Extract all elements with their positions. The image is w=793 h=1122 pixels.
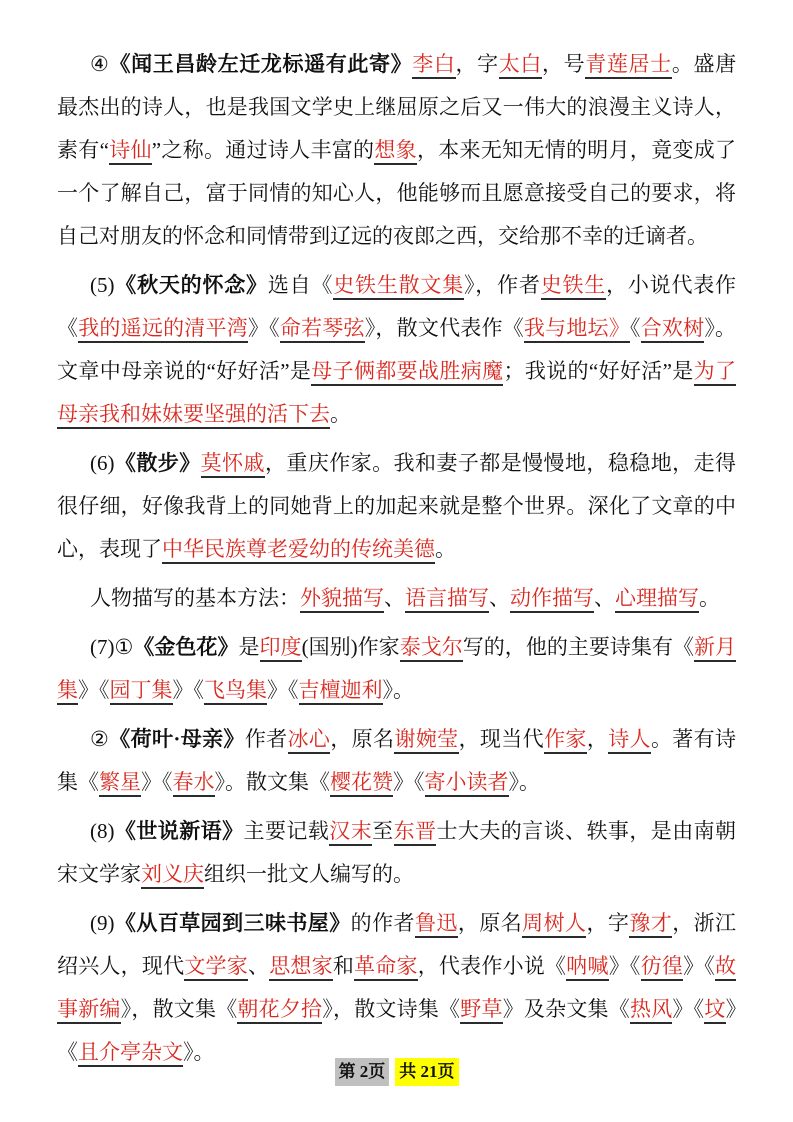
key-term: 心理描写 [615, 586, 699, 613]
paragraph-8-shishuoxinyu [57, 810, 736, 896]
key-term: 合欢树 [641, 316, 705, 343]
text-run: 》《 [78, 678, 110, 702]
key-term: 诗人 [608, 727, 651, 754]
key-term: 史铁生 [541, 273, 606, 300]
text-run: 》，散文集《 [120, 997, 238, 1021]
text-run: ，本来无知无情的明月，竟变成了一个了解自己，富于同情的知心人，他能够而且愿意接受自己的要求，将自己对朋友的怀念和同情带到辽远的夜郎之西，交给那不幸的迁谪者。 [57, 138, 737, 248]
text-run: ；我说的“好好活”是 [503, 359, 694, 383]
key-term: 动作描写 [510, 586, 594, 613]
text-run: 、 [247, 954, 270, 978]
text-run: 》《 [393, 770, 425, 794]
key-term: 鲁迅 [415, 911, 458, 938]
key-term: 园丁集 [110, 678, 173, 705]
text-run: ”之称。通过诗人丰富的 [151, 138, 375, 162]
text-run: 的作者 [350, 911, 415, 935]
paragraph-renwu-miaoxie-methods [57, 577, 736, 620]
key-term: 樱花赞 [330, 770, 393, 797]
key-term: 莫怀戚 [201, 451, 265, 478]
book-title: 《金色花》 [133, 635, 239, 659]
text-run: ，号 [542, 52, 586, 76]
text-run: 《 [629, 316, 641, 340]
text-run: 》《 [683, 954, 715, 978]
text-run: (国别)作家 [301, 635, 400, 659]
paragraph-7-1-jinsehua [57, 626, 736, 712]
book-title: 《世说新语》 [114, 819, 244, 843]
key-term: 李白 [412, 52, 455, 79]
text-run: (9) [90, 911, 115, 935]
text-run: (8) [90, 819, 115, 843]
key-term: 我与地坛》 [524, 316, 630, 343]
text-run: 、 [594, 586, 615, 610]
paragraph-4-wen-wang-changling [57, 43, 736, 258]
text-run: 》及杂文集《 [502, 997, 630, 1021]
text-run: 和 [332, 954, 355, 978]
key-term: 为了母亲我和妹妹要坚强的活下去 [57, 359, 736, 429]
key-term: 坟 [704, 997, 725, 1024]
key-term: 彷徨 [641, 954, 683, 981]
text-run: ，现当代 [458, 727, 545, 751]
text-run: 写的，他的主要诗集有《 [462, 635, 695, 659]
page-number-badge: 第 2页 [335, 1058, 390, 1086]
key-term: 呐喊 [566, 954, 608, 981]
key-term: 飞鸟集 [204, 678, 267, 705]
key-term: 刘义庆 [141, 862, 204, 889]
text-run: 》《 [172, 678, 204, 702]
book-title: 《秋天的怀念》 [114, 273, 268, 297]
key-term: 思想家 [269, 954, 333, 981]
key-term: 汉末 [329, 819, 372, 846]
key-term: 且介亭杂文 [78, 1040, 183, 1067]
key-term: 文学家 [184, 954, 248, 981]
book-title: 《荷叶·母亲》 [109, 727, 245, 751]
text-run: ，浙江绍兴人，现代 [57, 911, 737, 978]
book-title: 《闻王昌龄左迁龙标遥有此寄》 [109, 52, 413, 76]
key-term: 豫才 [629, 911, 672, 938]
text-run: 》《 [141, 770, 173, 794]
key-term: 语言描写 [405, 586, 489, 613]
key-term: 中华民族尊老爱幼的传统美德 [162, 537, 435, 564]
text-run: 作者 [244, 727, 288, 751]
key-term: 革命家 [354, 954, 418, 981]
key-term: 命若琴弦 [280, 316, 365, 343]
text-run: ，小说代表作《 [57, 273, 737, 340]
key-term: 朝花夕拾 [237, 997, 322, 1024]
key-term: 外貌描写 [300, 586, 384, 613]
text-run: ② [90, 727, 110, 751]
key-term: 太白 [499, 52, 542, 79]
text-run: 》《 [608, 954, 641, 978]
text-run: ， [586, 727, 609, 751]
text-run: 》《 [57, 997, 737, 1064]
text-run: 是 [238, 635, 260, 659]
text-run: 》，作者 [464, 273, 541, 297]
text-run: 》。 [508, 770, 540, 794]
text-run: 》，散文诗集《 [322, 997, 461, 1021]
key-term: 青莲居士 [585, 52, 672, 79]
text-run: 》。 [382, 678, 414, 702]
key-term: 史铁生散文集 [333, 273, 464, 300]
key-term: 周树人 [522, 911, 586, 938]
key-term: 繁星 [99, 770, 141, 797]
paragraph-6-sanbu [57, 442, 736, 571]
key-term: 印度 [260, 635, 302, 662]
text-run: ，原名 [330, 727, 395, 751]
text-run: 》，散文代表作《 [364, 316, 524, 340]
key-term: 寄小读者 [425, 770, 509, 797]
total-pages-badge: 共 21页 [395, 1058, 458, 1086]
key-term: 春水 [173, 770, 215, 797]
text-run: ，原名 [457, 911, 523, 935]
key-term: 想象 [374, 138, 417, 165]
key-term: 谢婉莹 [394, 727, 458, 754]
paragraph-9-baicaoyuan [57, 902, 736, 1074]
document-body [57, 43, 736, 1074]
book-title: 《从百草园到三味书屋》 [114, 911, 351, 935]
text-run: 组织一批文人编写的。 [204, 862, 414, 886]
text-run: 。盛唐最杰出的诗人，也是我国文学史上继屈原之后又一伟大的浪漫主义诗人，素有“ [57, 52, 737, 162]
text-run: 》。文章中母亲说的“好好活”是 [57, 316, 737, 383]
text-run: 士大夫的言谈、轶事，是由南朝宋文学家 [57, 819, 737, 886]
text-run: 。 [699, 586, 720, 610]
text-run: ④ [90, 52, 110, 76]
text-run: 主要记载 [243, 819, 330, 843]
page-footer [0, 1058, 793, 1086]
text-run: (5) [90, 273, 115, 297]
text-run: 选自《 [267, 273, 334, 297]
key-term: 热风 [630, 997, 672, 1024]
text-run: 》《 [267, 678, 299, 702]
key-term: 作家 [544, 727, 587, 754]
text-run: 。 [330, 402, 351, 426]
key-term: 诗仙 [109, 138, 152, 165]
text-run: 。著有诗集《 [57, 727, 737, 794]
text-run: ，字 [586, 911, 630, 935]
text-run: 》。散文集《 [214, 770, 330, 794]
key-term: 新月集 [57, 635, 736, 705]
key-term: 野草 [460, 997, 502, 1024]
text-run: 、 [489, 586, 510, 610]
paragraph-7-2-heye-muqin [57, 718, 736, 804]
paragraph-5-qiutian-de-huainian [57, 264, 736, 436]
text-run: 人物描写的基本方法： [90, 586, 300, 610]
key-term: 冰心 [288, 727, 331, 754]
key-term: 吉檀迦利 [299, 678, 383, 705]
text-run: 。 [435, 537, 456, 561]
key-term: 我的遥远的清平湾 [78, 316, 248, 343]
key-term: 泰戈尔 [400, 635, 463, 662]
key-term: 东晋 [394, 819, 437, 846]
text-run: 、 [384, 586, 405, 610]
text-run: 》《 [247, 316, 280, 340]
text-run: 》。 [183, 1040, 215, 1064]
text-run: ，字 [455, 52, 499, 76]
key-term: 母子俩都要战胜病魔 [311, 359, 503, 386]
text-run: ，重庆作家。我和妻子都是慢慢地，稳稳地，走得很仔细，好像我背上的同她背上的加起来就是整个世界。深化了文章的中心，表现了 [57, 451, 737, 561]
text-run: (6) [90, 451, 115, 475]
book-title: 《散步》 [114, 451, 201, 475]
text-run: ，代表作小说《 [417, 954, 567, 978]
text-run: 》《 [672, 997, 705, 1021]
text-run: 至 [372, 819, 394, 843]
key-term: 故事新编 [57, 954, 736, 1024]
text-run: (7)① [90, 635, 134, 659]
